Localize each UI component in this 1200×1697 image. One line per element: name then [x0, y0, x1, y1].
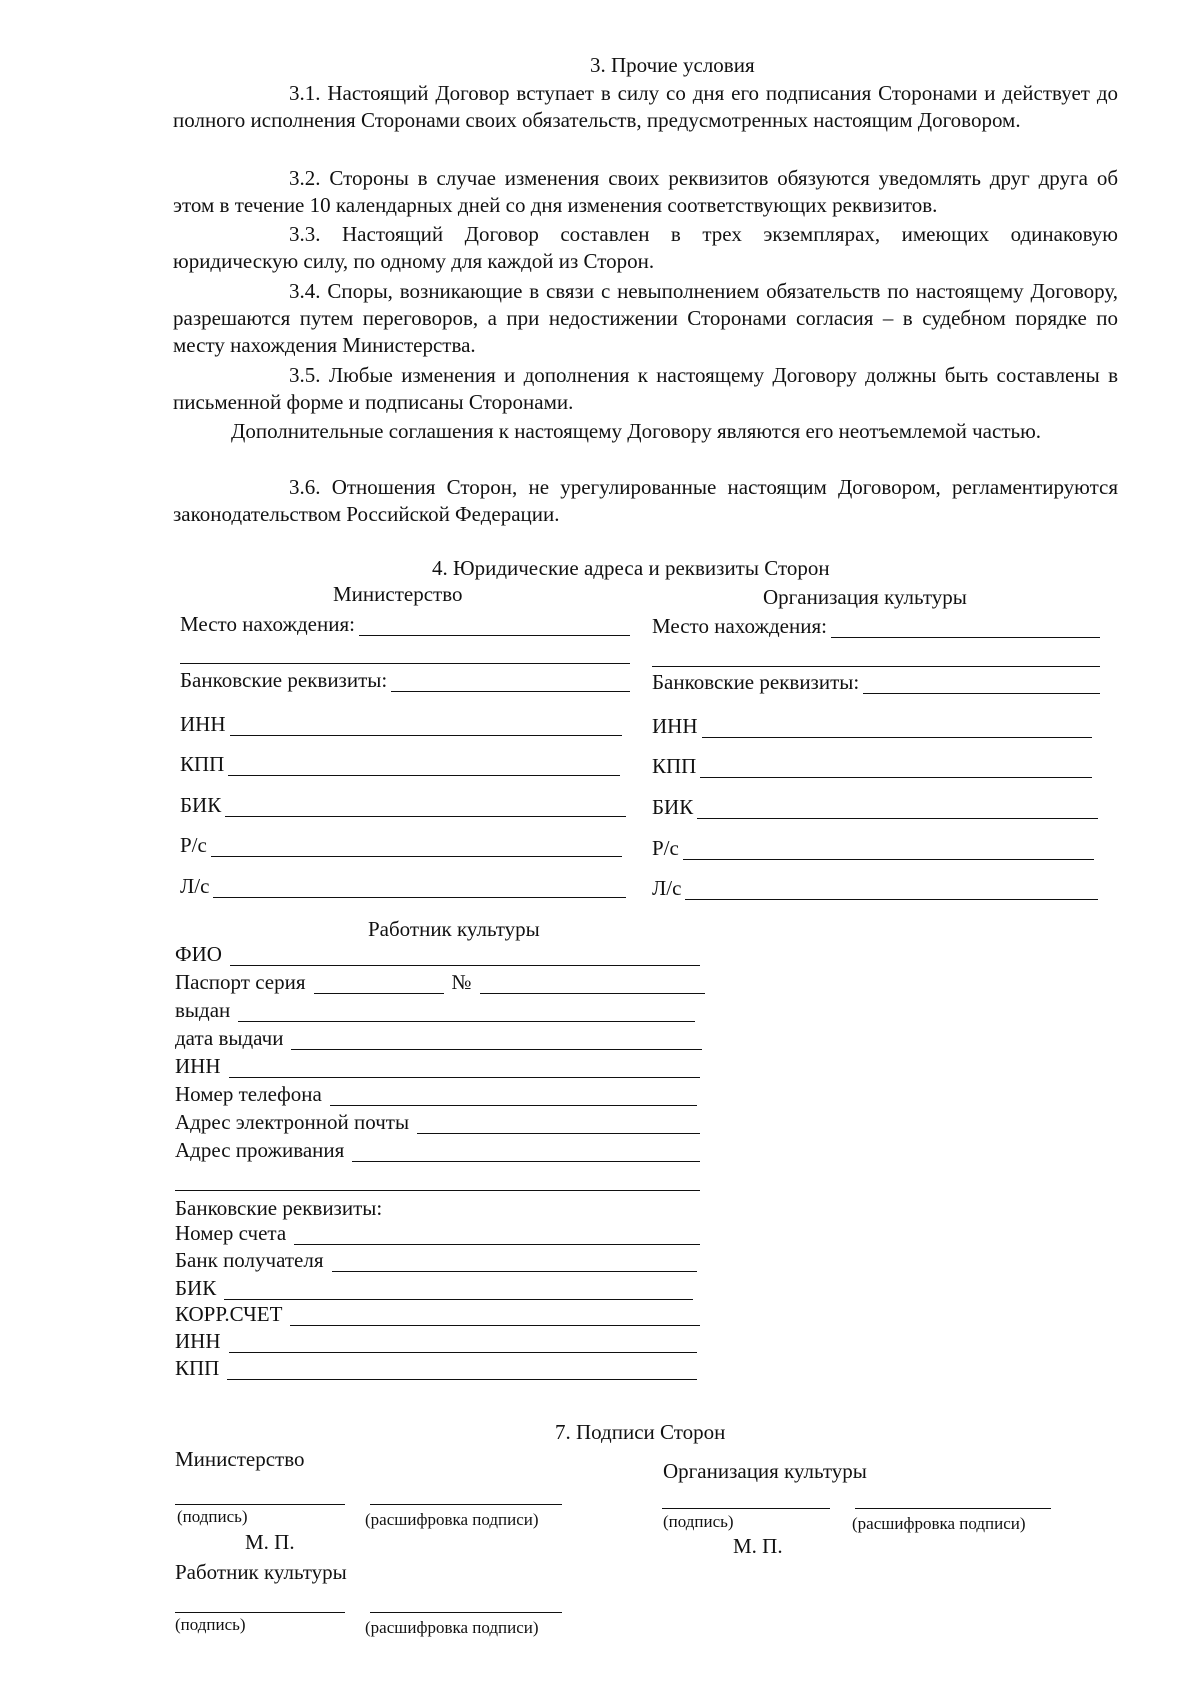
worker-bik-field[interactable]	[224, 1279, 693, 1300]
worker-bank-heading: Банковские реквизиты:	[175, 1196, 383, 1220]
worker-address-row: Адрес проживания	[175, 1138, 700, 1162]
worker-signature-caption: (подпись)	[175, 1615, 246, 1634]
worker-recipient-bank-field[interactable]	[332, 1251, 698, 1272]
worker-phone-row: Номер телефона	[175, 1082, 697, 1106]
worker-account-row: Номер счета	[175, 1221, 700, 1245]
sign-org-title: Организация культуры	[663, 1459, 867, 1483]
worker-fio-row: ФИО	[175, 942, 700, 966]
ministry-ls-row: Л/с	[180, 874, 626, 898]
ministry-location-field-2[interactable]	[180, 663, 630, 664]
section-3-title: 3. Прочие условия	[590, 53, 755, 77]
org-ls-row: Л/с	[652, 876, 1098, 900]
worker-decode-line[interactable]	[370, 1612, 562, 1613]
ministry-kpp-row: КПП	[180, 752, 620, 776]
org-location-field-2[interactable]	[652, 666, 1100, 667]
org-rs-row: Р/с	[652, 836, 1094, 860]
org-bik-field[interactable]	[697, 798, 1098, 819]
worker-kpp-field[interactable]	[227, 1359, 697, 1380]
org-bik-row: БИК	[652, 795, 1098, 819]
clause-3-5-additional: Дополнительные соглашения к настоящему Договору являются его неотъемлемой частью.	[231, 419, 1042, 443]
org-inn-row: ИНН	[652, 714, 1092, 738]
worker-inn2-field[interactable]	[229, 1332, 698, 1353]
section-4-title: 4. Юридические адреса и реквизиты Сторон	[432, 556, 830, 580]
org-inn-field[interactable]	[702, 717, 1093, 738]
worker-issued-row: выдан	[175, 998, 695, 1022]
org-kpp-field[interactable]	[700, 757, 1092, 778]
org-kpp-row: КПП	[652, 754, 1092, 778]
org-location-field[interactable]	[831, 617, 1100, 638]
ministry-signature-caption: (подпись)	[177, 1507, 248, 1526]
org-signature-caption: (подпись)	[663, 1512, 734, 1531]
ministry-heading: Министерство	[333, 582, 463, 606]
clause-3-1: 3.1. Настоящий Договор вступает в силу со дня его подписания Сторонами и действует до полного исполнения Сторонами своих обязательств, предусмотренных настоящим Договором.	[173, 81, 1118, 132]
worker-issue-date-field[interactable]	[291, 1029, 702, 1050]
clause-3-3: 3.3. Настоящий Договор составлен в трех экземплярах, имеющих одинаковую юридическую силу, по одному для каждой из Сторон.	[173, 222, 1118, 273]
clause-3-5: 3.5. Любые изменения и дополнения к настоящему Договору должны быть составлены в письменной форме и подписаны Сторонами.	[173, 363, 1119, 414]
ministry-ls-field[interactable]	[213, 877, 626, 898]
org-ls-field[interactable]	[685, 879, 1098, 900]
org-bank-field[interactable]	[863, 673, 1100, 694]
worker-inn-field[interactable]	[229, 1057, 701, 1078]
sign-ministry-title: Министерство	[175, 1447, 305, 1471]
ministry-kpp-field[interactable]	[228, 755, 620, 776]
worker-decode-caption: (расшифровка подписи)	[365, 1618, 539, 1637]
worker-email-field[interactable]	[417, 1113, 700, 1134]
ministry-inn-row: ИНН	[180, 712, 622, 736]
clause-3-2: 3.2. Стороны в случае изменения своих реквизитов обязуются уведомлять друг друга об этом в течение 10 календарных дней со дня изменения соответствующих реквизитов.	[173, 166, 1119, 217]
org-decode-line[interactable]	[855, 1508, 1051, 1509]
worker-heading: Работник культуры	[368, 917, 540, 941]
worker-corr-row: КОРР.СЧЕТ	[175, 1302, 700, 1326]
passport-number-field[interactable]	[480, 973, 705, 994]
ministry-decode-caption: (расшифровка подписи)	[365, 1510, 539, 1529]
ministry-bank-row: Банковские реквизиты:	[180, 668, 630, 692]
section-7-title: 7. Подписи Сторон	[555, 1420, 726, 1444]
org-bank-row: Банковские реквизиты:	[652, 670, 1100, 694]
worker-corr-field[interactable]	[290, 1305, 700, 1326]
worker-address-field[interactable]	[352, 1141, 700, 1162]
worker-email-row: Адрес электронной почты	[175, 1110, 700, 1134]
ministry-bik-field[interactable]	[225, 796, 626, 817]
ministry-rs-field[interactable]	[211, 836, 622, 857]
passport-series-field[interactable]	[314, 973, 444, 994]
worker-issued-field[interactable]	[238, 1001, 695, 1022]
ministry-seal: М. П.	[245, 1530, 295, 1554]
worker-phone-field[interactable]	[330, 1085, 697, 1106]
org-rs-field[interactable]	[683, 839, 1094, 860]
organization-heading: Организация культуры	[763, 585, 967, 609]
worker-issue-date-row: дата выдачи	[175, 1026, 702, 1050]
worker-passport-row: Паспорт серия №	[175, 970, 705, 994]
worker-bik-row: БИК	[175, 1276, 693, 1300]
clause-3-4: 3.4. Споры, возникающие в связи с невыполнением обязательств по настоящему Договору, разрешаются путем переговоров, а при недостижении Сторонами согласия – в судебном порядке по месту нахождения Министерства.	[173, 279, 1119, 357]
ministry-location-field[interactable]	[359, 615, 630, 636]
ministry-location-row: Место нахождения:	[180, 612, 630, 636]
org-location-row: Место нахождения:	[652, 614, 1100, 638]
worker-signature-line[interactable]	[175, 1612, 345, 1613]
ministry-bik-row: БИК	[180, 793, 626, 817]
ministry-decode-line[interactable]	[370, 1504, 562, 1505]
ministry-signature-line[interactable]	[175, 1504, 345, 1505]
worker-address-field-2[interactable]	[175, 1190, 700, 1191]
worker-inn-row: ИНН	[175, 1054, 700, 1078]
worker-recipient-bank-row: Банк получателя	[175, 1248, 697, 1272]
ministry-rs-row: Р/с	[180, 833, 622, 857]
org-seal: М. П.	[733, 1534, 783, 1558]
worker-account-field[interactable]	[294, 1224, 700, 1245]
sign-worker-title: Работник культуры	[175, 1560, 347, 1584]
ministry-bank-field[interactable]	[391, 671, 630, 692]
worker-inn2-row: ИНН	[175, 1329, 697, 1353]
org-signature-line[interactable]	[662, 1508, 830, 1509]
worker-kpp-row: КПП	[175, 1356, 697, 1380]
ministry-inn-field[interactable]	[230, 715, 623, 736]
org-decode-caption: (расшифровка подписи)	[852, 1514, 1026, 1533]
clause-3-6: 3.6. Отношения Сторон, не урегулированные настоящим Договором, регламентируются законодательством Российской Федерации.	[173, 475, 1119, 526]
worker-fio-field[interactable]	[230, 945, 700, 966]
